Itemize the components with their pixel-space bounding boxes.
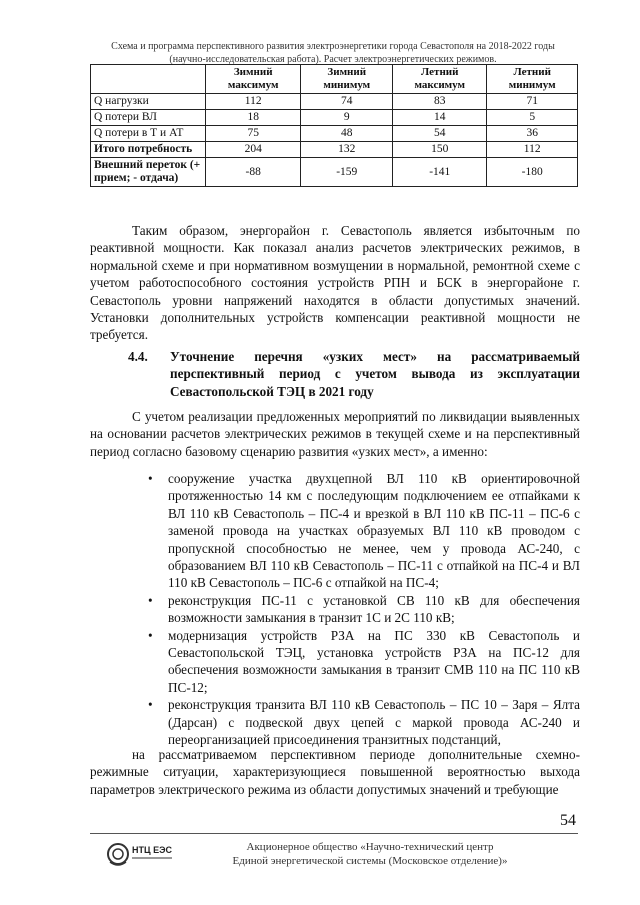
table-cell: 83 [393, 94, 487, 110]
list-item [146, 470, 580, 592]
list-item-text: реконструкция транзита ВЛ 110 кВ Севастополь – ПС 10 – Заря – Ялта (Дарсан) с подвеской двух цепей с маркой провода АС-240 и переорганизацией присоединения транзитных подстанций, [168, 697, 580, 748]
table-cell: 204 [206, 142, 301, 158]
page-number: 54 [560, 812, 576, 829]
list-item-text: реконструкция ПС-11 с установкой СВ 110 кВ для обеспечения возможности замыкания в транзит 1С и 2С 110 кВ; [168, 592, 580, 626]
table-cell: -159 [301, 158, 393, 187]
table-cell: -180 [487, 158, 578, 187]
table-cell: 14 [393, 110, 487, 126]
table-cell: 132 [301, 142, 393, 158]
table-header-cell [91, 65, 206, 94]
page-footer [200, 840, 540, 868]
table-row [91, 110, 578, 126]
table-header-cell: Зимний минимум [301, 65, 393, 94]
table-row-label: Внешний переток (+ прием; - отдача) [91, 158, 206, 187]
table-cell: 36 [487, 126, 578, 142]
list-item [146, 627, 580, 697]
table-cell: 18 [206, 110, 301, 126]
table-cell: 71 [487, 94, 578, 110]
paragraph-conclusion: Таким образом, энергорайон г. Севастополь является избыточным по реактивной мощности. Как показал анализ расчетов электрических режимов, в нормальной схеме и при нормативном возмущении в нормальной, ремонтной схеме с учетом работоспособного состояния устройств РПН и БСК в энергорайоне г. Севастополь уровни напряжений находятся в области допустимых значений. Установки дополнительных устройств компенсации реактивной мощности не требуется. [90, 223, 580, 343]
footer-line-1: Акционерное общество «Научно-технический центр [246, 841, 494, 853]
table-row-label: Q нагрузки [91, 94, 206, 110]
table-row-label: Q потери ВЛ [91, 110, 206, 126]
table-cell: 112 [206, 94, 301, 110]
section-number: 4.4. [128, 349, 148, 364]
table-cell: 150 [393, 142, 487, 158]
footer-line-2: Единой энергетической системы (Московское отделение)» [232, 855, 508, 867]
table-row [91, 94, 578, 110]
measures-list [146, 470, 580, 749]
section-title: Уточнение перечня «узких мест» на рассматриваемый перспективный период с учетом вывода из эксплуатации Севастопольской ТЭЦ в 2021 году [170, 349, 580, 399]
table-cell: 48 [301, 126, 393, 142]
table-cell: 112 [487, 142, 578, 158]
table-cell: -88 [206, 158, 301, 187]
table-header-cell: Летний максимум [393, 65, 487, 94]
table-row-label: Итого потребность [91, 142, 206, 158]
footer-divider [90, 833, 578, 834]
table-row [91, 126, 578, 142]
header-line-1: Схема и программа перспективного развития электроэнергетики города Севастополя на 2018-2022 годы [111, 41, 555, 52]
list-item [146, 592, 580, 627]
bullet-icon: • [148, 592, 153, 608]
company-logo-icon [106, 838, 176, 870]
table-cell: 74 [301, 94, 393, 110]
table-cell: 9 [301, 110, 393, 126]
paragraph-continuation: на рассматриваемом перспективном периоде дополнительные схемно-режимные ситуации, характеризующиеся повышенной вероятностью выхода параметров электрического режима из области допустимых значений и требующие [90, 747, 580, 797]
list-item-text: модернизация устройств РЗА на ПС 330 кВ Севастополь и Севастопольской ТЭЦ, установка устройств РЗА на ПС-12 для обеспечения возможности замыкания в транзит СМВ 110 на ПС 110 кВ ПС-12; [168, 627, 580, 695]
reactive-power-table [90, 64, 578, 187]
bullet-icon: • [148, 471, 153, 486]
table-header-cell: Зимний максимум [206, 65, 301, 94]
list-item-text: сооружение участка двухцепной ВЛ 110 кВ ориентировочной протяженностью 14 км с последующим подключением ее отпайками к ВЛ 110 кВ Севастополь – ПС-4 и врезкой в ВЛ 110 кВ ПС-11 – ПС-6 с заменой провода на участках образуемых ВЛ 110 кВ проводом с пропускной способностью не менее, чем у провода АС-240, с образованием ВЛ 110 кВ Севастополь – ПС-11 с отпайкой на ПС-4 и ВЛ 110 кВ Севастополь – ПС-6 с отпайкой на ПС-4; [168, 471, 580, 591]
table-cell: -141 [393, 158, 487, 187]
table-cell: 5 [487, 110, 578, 126]
header-line-2: (научно-исследовательская работа). Расчет электроэнергетических режимов. [169, 54, 497, 65]
logo-text: НТЦ ЕЭС [132, 845, 172, 855]
bullet-icon: • [148, 697, 153, 713]
page-header [88, 40, 578, 66]
table-row [91, 158, 578, 187]
table-header-cell: Летний минимум [487, 65, 578, 94]
paragraph-intro: С учетом реализации предложенных мероприятий по ликвидации выявленных на основании расчетов электрических режимов в текущей схеме и на перспективный период согласно базовому сценарию развития «узких мест», а именно: [90, 409, 580, 459]
table-cell: 75 [206, 126, 301, 142]
list-item [146, 696, 580, 748]
table-row [91, 142, 578, 158]
bullet-icon: • [148, 627, 153, 643]
section-heading [130, 348, 580, 400]
table-row-label: Q потери в Т и АТ [91, 126, 206, 142]
table-cell: 54 [393, 126, 487, 142]
table-header-row [91, 65, 578, 94]
